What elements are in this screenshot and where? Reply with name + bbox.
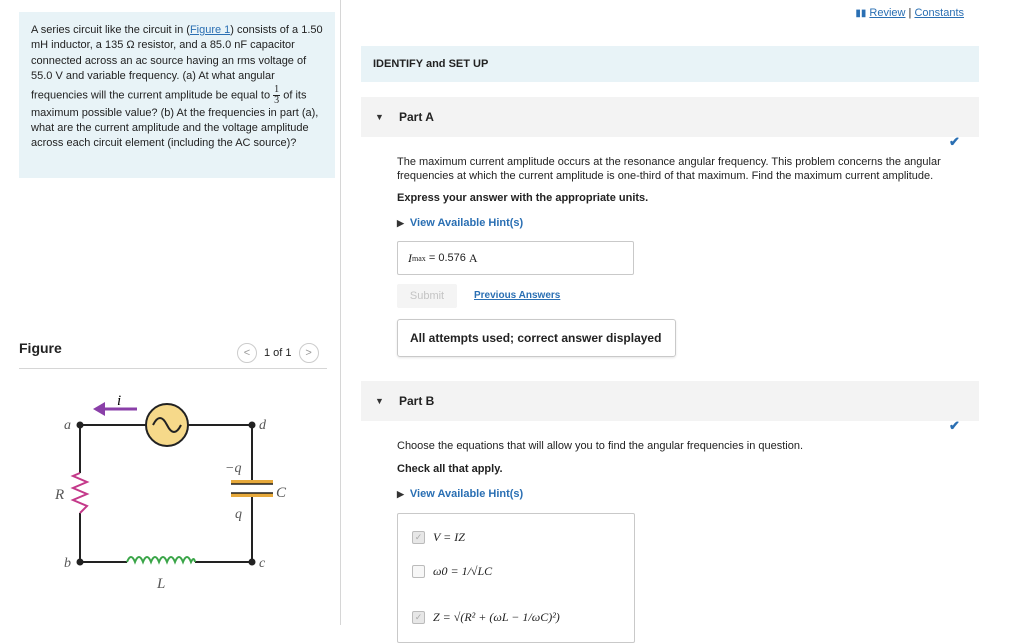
hint-label: View Available Hint(s) xyxy=(409,488,524,500)
choice-2-eq: Z = √(R² + (ωL − 1/ωC)²) xyxy=(433,610,560,624)
equation-choices xyxy=(397,513,635,643)
link-separator: | xyxy=(908,7,912,19)
part-a-hint-link[interactable] xyxy=(397,217,523,229)
one-third-fraction xyxy=(273,85,280,106)
section-header: IDENTIFY and SET UP xyxy=(361,46,979,82)
fraction-den: 3 xyxy=(274,94,280,106)
problem-text-a: A series circuit like the circuit in ( xyxy=(31,24,190,36)
label-b: b xyxy=(64,556,71,571)
label-a: a xyxy=(64,418,71,433)
label-i: i xyxy=(117,393,122,409)
answer-value: 0.576 xyxy=(438,252,466,264)
previous-answers-link[interactable]: Previous Answers xyxy=(474,290,561,301)
node-c xyxy=(249,559,256,566)
node-b xyxy=(77,559,84,566)
choice-omega0[interactable] xyxy=(412,564,492,579)
choice-v-iz[interactable] xyxy=(412,530,465,545)
problem-statement xyxy=(19,12,335,178)
checkbox-unchecked[interactable] xyxy=(412,565,425,578)
figure-link[interactable]: Figure 1 xyxy=(189,24,231,36)
label-q: q xyxy=(235,507,242,522)
answer-var: I xyxy=(408,250,412,265)
label-d: d xyxy=(259,418,266,433)
chevron-right-icon: > xyxy=(305,347,312,359)
attempts-feedback: All attempts used; correct answer displayed xyxy=(397,319,676,357)
caret-right-icon: ▶ xyxy=(397,489,404,499)
caret-down-icon: ▼ xyxy=(375,112,384,122)
checkmark-icon: ✔ xyxy=(949,134,960,149)
figure-title: Figure xyxy=(19,340,62,356)
resistor-symbol xyxy=(73,473,87,513)
pager-label: 1 of 1 xyxy=(264,347,292,359)
caret-down-icon: ▼ xyxy=(375,396,384,406)
constants-link[interactable]: Constants xyxy=(914,7,964,19)
part-b-header[interactable] xyxy=(361,381,979,421)
book-icon: ▮▮ xyxy=(855,8,867,19)
inductor-symbol xyxy=(127,557,195,562)
part-b-label: Part B xyxy=(399,394,435,408)
part-b-text: Choose the equations that will allow you to find the angular frequencies in question. xyxy=(397,440,804,452)
label-C: C xyxy=(276,485,287,501)
part-a-units-note: Express your answer with the appropriate units. xyxy=(397,192,649,204)
review-link[interactable]: Review xyxy=(869,7,906,19)
chevron-left-icon: < xyxy=(243,347,251,359)
label-L: L xyxy=(157,576,166,592)
node-a xyxy=(77,422,84,429)
checkmark-icon: ✔ xyxy=(949,418,960,433)
problem-text-b: ) consists of a 1.50 mH inductor, a 135 Ω resistor, and a 85.0 nF capacitor connected across an ac source having an rms voltage of 55.0 V and variable frequency. (a) At what angular frequencies will the current amplitude be equal to xyxy=(31,24,323,102)
label-c: c xyxy=(259,556,266,571)
figure-divider xyxy=(19,368,327,369)
choice-1-eq: ω0 = 1/√LC xyxy=(433,564,493,578)
part-a-header[interactable] xyxy=(361,97,979,137)
part-a-text: The maximum current amplitude occurs at the resonance angular frequency. This problem concerns the angular frequencies at which the current amplitude is one-third of that maximum. Find the maximum current amplitude. xyxy=(397,156,941,182)
circuit-diagram xyxy=(45,385,295,595)
label-R: R xyxy=(55,487,65,503)
problem-text-c: of its maximum possible value? (b) At the frequencies in part (a), what are the current amplitude and the voltage amplitude across each circuit element (including the AC source)? xyxy=(31,89,319,150)
answer-field[interactable] xyxy=(397,241,634,275)
answer-unit: A xyxy=(468,250,478,265)
part-b-hint-link[interactable] xyxy=(397,488,523,500)
part-a-label: Part A xyxy=(399,110,434,124)
node-d xyxy=(249,422,256,429)
answer-eq: = xyxy=(425,252,439,264)
part-b-check-note: Check all that apply. xyxy=(397,463,503,475)
next-figure-button[interactable] xyxy=(299,343,319,363)
choice-0-eq: V = IZ xyxy=(433,530,465,544)
caret-right-icon: ▶ xyxy=(397,218,404,228)
checkbox-checked[interactable]: ✓ xyxy=(412,531,425,544)
checkbox-checked[interactable]: ✓ xyxy=(412,611,425,624)
current-arrowhead xyxy=(93,402,105,416)
label-minus-q: −q xyxy=(225,461,242,476)
top-links xyxy=(855,7,964,19)
submit-button[interactable]: Submit xyxy=(397,284,457,308)
figure-pager xyxy=(237,343,319,363)
left-panel xyxy=(0,0,341,625)
choice-impedance[interactable] xyxy=(412,610,560,625)
answer-sub: max xyxy=(412,253,426,263)
prev-figure-button[interactable] xyxy=(237,343,257,363)
fraction-num: 1 xyxy=(274,83,280,95)
hint-label: View Available Hint(s) xyxy=(409,217,524,229)
